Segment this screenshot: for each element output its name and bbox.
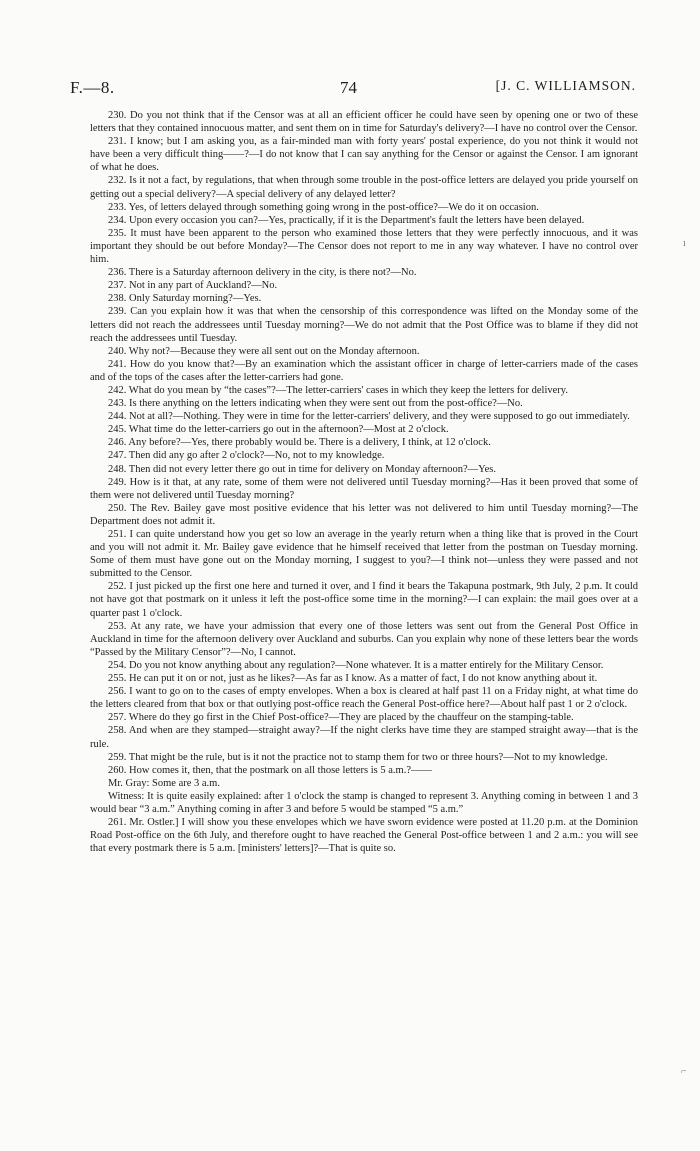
paragraph-260: 260. How comes it, then, that the postmark on all those letters is 5 a.m.?—— xyxy=(108,764,432,776)
paragraph-258: 258. And when are they stamped—straight away?—If the night clerks have time they are stamped straight away—that is the rule. xyxy=(90,725,638,750)
paragraph-241: 241. How do you know that?—By an examination which the assistant officer in charge of letter-carriers made of the cases and of the tops of the cases after the letter-carriers had gone. xyxy=(90,358,638,383)
margin-mark: ⌐ xyxy=(681,1066,687,1077)
paragraph-230: 230. Do you not think that if the Censor was at all an efficient officer he could have seen by opening one or two of these letters that they contained innocuous matter, and sent them on in time for Saturday's delivery?—I have no control over the Censor. xyxy=(90,110,638,135)
parliamentary-paper-ref: F.—8. xyxy=(70,78,115,97)
paragraph-253: 253. At any rate, we have your admission that every one of those letters was sent out from the General Post Office in Auckland in time for the afternoon delivery over Auckland and suburbs. Can you explain why none of these letters bear the words “Passed by the Military Censor”?—No, I cannot. xyxy=(90,620,638,658)
paragraph-231: 231. I know; but I am asking you, as a fair-minded man with forty years' postal experience, do you not think it would not have been a very difficult thing——?—I do not know that I can say anything for the Censor or against the Censor. I am ignorant of what he does. xyxy=(90,136,638,174)
paragraph-259: 259. That might be the rule, but is it not the practice not to stamp them for two or three hours?—Not to my knowledge. xyxy=(108,751,608,763)
paragraph-254: 254. Do you not know anything about any regulation?—None whatever. It is a matter entirely for the Military Censor. xyxy=(108,659,604,671)
paragraph-237: 237. Not in any part of Auckland?—No. xyxy=(108,280,278,292)
paragraph-234: 234. Upon every occasion you can?—Yes, practically, if it is the Department's fault the letters have been delayed. xyxy=(108,214,585,226)
paragraph-243: 243. Is there anything on the letters indicating when they were sent out from the post-office?—No. xyxy=(108,398,523,410)
paragraph-233: 233. Yes, of letters delayed through something going wrong in the post-office?—We do it on occasion. xyxy=(108,201,539,213)
paragraph-246: 246. Any before?—Yes, there probably would be. There is a delivery, I think, at 12 o'clock. xyxy=(108,437,491,449)
paragraph-gray-interjection: Mr. Gray: Some are 3 a.m. xyxy=(108,777,220,789)
page-header xyxy=(70,78,636,100)
paragraph-256: 256. I want to go on to the cases of empty envelopes. When a box is cleared at half past 11 on a Friday night, at what time do the letters cleared from that box or that outlying post-office reach the General Post-office here?—About half past 1 or 2 o'clock. xyxy=(90,686,638,711)
paragraph-244: 244. Not at all?—Nothing. They were in time for the letter-carriers' delivery, and they were supposed to go out immediately. xyxy=(108,411,630,423)
paragraph-witness-answer: Witness: It is quite easily explained: after 1 o'clock the stamp is changed to represent 3. Anything coming in between 1 and 3 would bear “3 a.m.” Anything coming in after 3 and before 5 would be stamped “5 a.m.” xyxy=(90,790,638,815)
paragraph-245: 245. What time do the letter-carriers go out in the afternoon?—Most at 2 o'clock. xyxy=(108,424,449,436)
paragraph-250: 250. The Rev. Bailey gave most positive evidence that his letter was not delivered to him until Tuesday morning?—The Department does not admit it. xyxy=(90,502,638,527)
paragraph-236: 236. There is a Saturday afternoon delivery in the city, is there not?—No. xyxy=(108,267,417,279)
paragraph-247: 247. Then did any go after 2 o'clock?—No, not to my knowledge. xyxy=(108,450,385,462)
paragraph-252: 252. I just picked up the first one here and turned it over, and I find it bears the Takapuna postmark, 9th July, 2 p.m. It could not have got that postmark on it unless it left the post-office some time in the morning?—I can explain: the mail goes over at a quarter past 1 o'clock. xyxy=(90,581,638,619)
margin-mark: ı xyxy=(683,238,686,249)
witness-name: [J. C. WILLIAMSON. xyxy=(495,78,636,93)
paragraph-242: 242. What do you mean by “the cases”?—The letter-carriers' cases in which they keep the letters for delivery. xyxy=(108,384,568,396)
paragraph-240: 240. Why not?—Because they were all sent out on the Monday afternoon. xyxy=(108,345,420,357)
paragraph-235: 235. It must have been apparent to the person who examined those letters that they were perfectly innocuous, and it was important they should be out before Monday?—The Censor does not report to me in any way whatever. I have no control over him. xyxy=(90,227,638,266)
document-body xyxy=(90,109,638,855)
paragraph-238: 238. Only Saturday morning?—Yes. xyxy=(108,293,262,305)
paragraph-251: 251. I can quite understand how you get so low an average in the yearly return when a thing like that is proved in the Court and you will not admit it. Mr. Bailey gave evidence that he himself received that letter from the postman on Tuesday morning. Some of them must have gone out on the Monday morning, I suggest to you?—I think not—unless they were passed and not submitted to the Censor. xyxy=(90,529,638,580)
paragraph-261: 261. Mr. Ostler.] I will show you these envelopes which we have sworn evidence were posted at 11.20 p.m. at the Dominion Road Post-office on the 6th July, and therefore ought to have reached the General Post-office between 1 and 2 a.m.: you will see that every postmark there is 5 a.m. [ministers' letters]?—That is quite so. xyxy=(90,817,638,855)
paragraph-248: 248. Then did not every letter there go out in time for delivery on Monday afternoon?—Yes. xyxy=(108,463,497,475)
paragraph-257: 257. Where do they go first in the Chief Post-office?—They are placed by the chauffeur on the stamping-table. xyxy=(108,712,574,724)
paragraph-239: 239. Can you explain how it was that when the censorship of this correspondence was lifted on the Monday some of the letters did not reach the addressees until Tuesday morning?—We do not admit that the Post Office was to blame if they did not reach the addressees until Tuesday. xyxy=(90,306,638,344)
page-number: 74 xyxy=(340,78,357,97)
paragraph-232: 232. Is it not a fact, by regulations, that when through some trouble in the post-office letters are delayed you pride yourself on getting out a special delivery?—A special delivery of any delayed letter? xyxy=(90,175,638,200)
paragraph-255: 255. He can put it on or not, just as he likes?—As far as I know. As a matter of fact, I do not know anything about it. xyxy=(108,673,598,685)
paragraph-249: 249. How is it that, at any rate, some of them were not delivered until Tuesday morning?—Has it been proved that some of them were not delivered until Tuesday morning? xyxy=(90,476,638,501)
